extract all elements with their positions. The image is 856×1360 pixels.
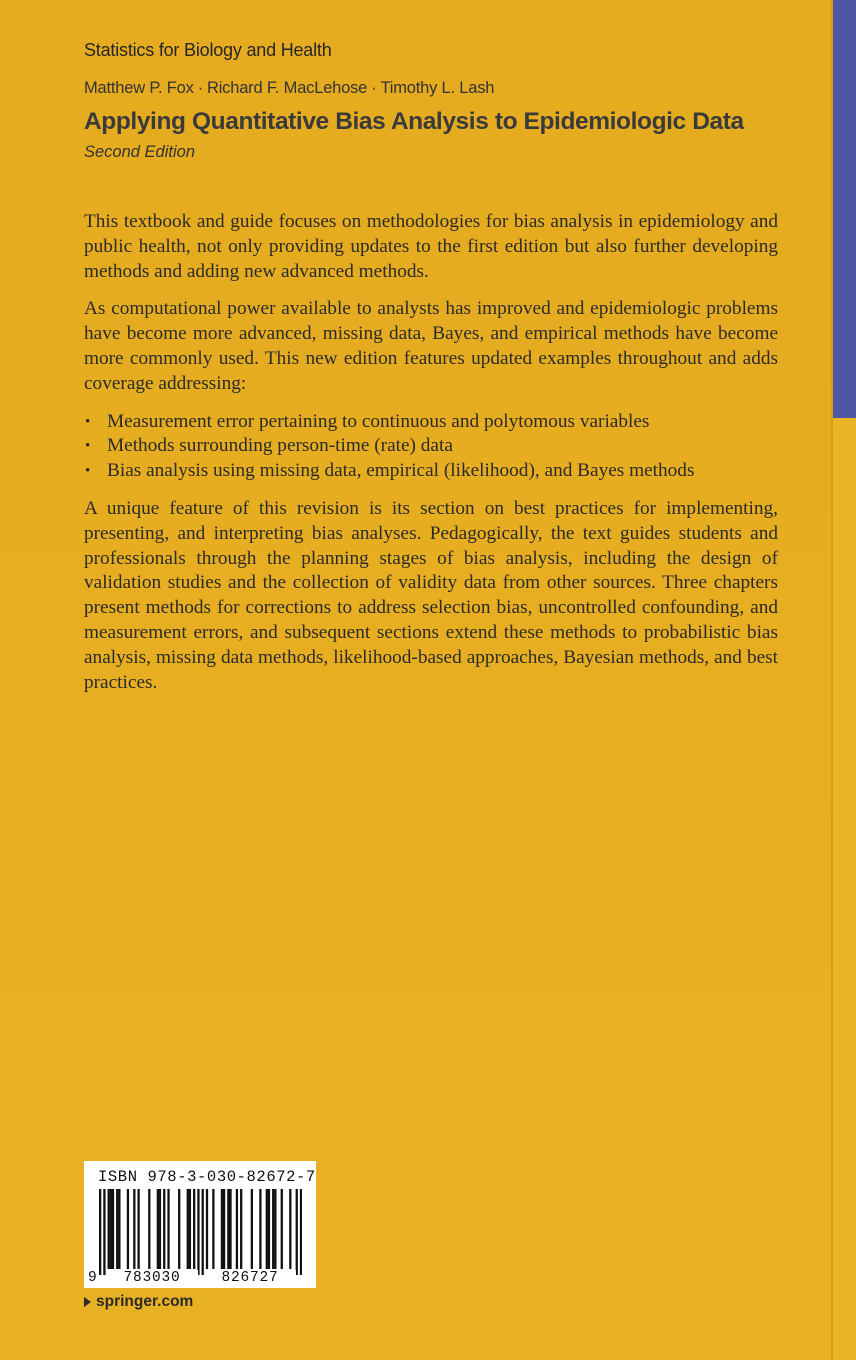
barcode-bar [206, 1189, 208, 1269]
barcode-bar [259, 1189, 261, 1269]
blurb-paragraph: This textbook and guide focuses on methodologies for bias analysis in epidemiology and public health, not only providing updates to the first edition but also further developing methods and adding new advanced methods. [84, 211, 778, 282]
barcode-bar [189, 1189, 191, 1269]
barcode-graphic [99, 1189, 302, 1275]
book-edition: Second Edition [84, 143, 195, 161]
author-name: Richard F. MacLehose [207, 79, 368, 97]
spine-accent-band [833, 0, 856, 422]
barcode-bar [157, 1189, 159, 1269]
barcode-bar [118, 1189, 120, 1269]
barcode-right-digits: 826727 [204, 1270, 296, 1286]
barcode-digits [84, 1270, 316, 1288]
barcode-bar [281, 1189, 283, 1269]
barcode-bar [167, 1189, 169, 1269]
coverage-list [84, 410, 778, 484]
barcode-bar [163, 1189, 165, 1269]
author-name: Matthew P. Fox [84, 79, 194, 97]
barcode-bar [197, 1189, 199, 1275]
barcode-first-digit: 9 [88, 1270, 97, 1286]
barcode-bar [193, 1189, 195, 1269]
barcode-bar [133, 1189, 135, 1269]
barcode-bar [112, 1189, 114, 1269]
barcode-bar [236, 1189, 238, 1269]
barcode-bar [187, 1189, 189, 1269]
blurb-paragraph: As computational power available to analysts has improved and epidemiologic problems have become more advanced, missing data, Bayes, and empirical methods have become more commonly used. This new edition features updated examples throughout and adds coverage addressing: [84, 298, 778, 394]
barcode-bars [99, 1189, 302, 1275]
barcode-left-digits: 783030 [106, 1270, 198, 1286]
author-separator: · [371, 79, 377, 97]
coverage-list-item: • Measurement error pertaining to continuous and polytomous variables [84, 410, 778, 435]
barcode-bar [103, 1189, 105, 1275]
barcode-bar [159, 1189, 161, 1269]
book-title: Applying Quantitative Bias Analysis to Epidemiologic Data [84, 108, 744, 135]
blurb [84, 210, 778, 708]
barcode-bar [274, 1189, 276, 1269]
barcode-bar [178, 1189, 180, 1269]
author-name: Timothy L. Lash [380, 79, 495, 97]
barcode-bar [116, 1189, 118, 1269]
author-separator: · [197, 79, 203, 97]
triangle-right-icon [84, 1297, 91, 1307]
barcode-bar [251, 1189, 253, 1269]
barcode-bar [148, 1189, 150, 1269]
barcode-bar [300, 1189, 302, 1275]
barcode-bar [223, 1189, 225, 1269]
barcode-bar [240, 1189, 242, 1269]
barcode-bar [289, 1189, 291, 1269]
spine-accent-notch [833, 418, 856, 430]
publisher-website[interactable] [84, 1293, 193, 1311]
barcode-bar [99, 1189, 101, 1275]
isbn-label: ISBN 978-3-030-82672-7 [98, 1168, 316, 1186]
barcode-bar [202, 1189, 204, 1275]
barcode-bar [137, 1189, 139, 1269]
author-list [84, 79, 494, 98]
coverage-list-item: • Bias analysis using missing data, empirical (likelihood), and Bayes methods [84, 459, 778, 484]
barcode-bar [266, 1189, 268, 1269]
barcode-bar [229, 1189, 231, 1269]
barcode-bar [127, 1189, 129, 1269]
blurb-paragraph: A unique feature of this revision is its section on best practices for implementing, presenting, and interpreting bias analyses. Pedagogically, the text guides students and professionals through the planning stages of bias analysis, including the design of validation studies and the collection of validity data from other sources. Three chapters present methods for corrections to address selection bias, uncontrolled confounding, and measurement errors, and subsequent sections extend these methods to probabilistic bias analysis, missing data methods, likelihood-based approaches, Bayesian methods, and best practices. [84, 497, 778, 693]
barcode-bar [221, 1189, 223, 1269]
barcode-bar [212, 1189, 214, 1269]
barcode-bar [272, 1189, 274, 1269]
barcode-bar [296, 1189, 298, 1275]
barcode-bar [227, 1189, 229, 1269]
barcode-bar [108, 1189, 110, 1269]
website-text[interactable]: springer.com [96, 1293, 194, 1310]
barcode-bar [110, 1189, 112, 1269]
coverage-list-item: • Methods surrounding person-time (rate) data [84, 434, 778, 459]
barcode-bar [268, 1189, 270, 1269]
isbn-barcode [84, 1161, 316, 1288]
series-name: Statistics for Biology and Health [84, 40, 332, 60]
